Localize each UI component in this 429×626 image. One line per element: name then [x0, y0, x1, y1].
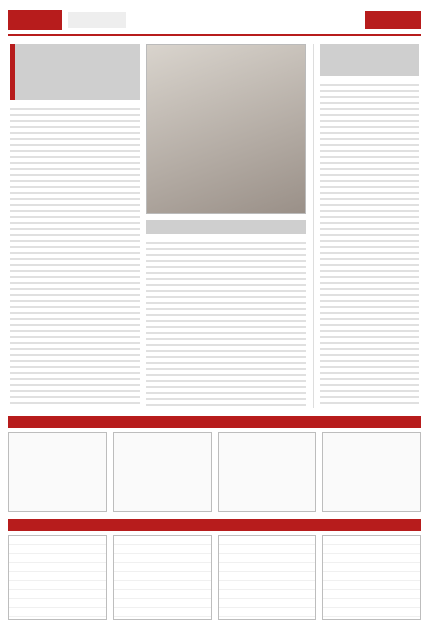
- data-table: [8, 535, 107, 620]
- chart-panel: [113, 432, 212, 512]
- chart-panel: [322, 432, 421, 512]
- tables-section-band: [8, 519, 421, 531]
- side-article: [313, 44, 419, 408]
- data-table: [322, 535, 421, 620]
- lead-article: [10, 44, 140, 408]
- data-table: [218, 535, 317, 620]
- lead-headline: [10, 44, 140, 100]
- chart-panel: [218, 432, 317, 512]
- charts-section-band: [8, 416, 421, 428]
- feature-caption: [146, 220, 306, 234]
- feature-body: [146, 242, 306, 408]
- charts-strip: [8, 432, 421, 512]
- lead-body: [10, 108, 140, 408]
- newspaper-brand: [365, 11, 421, 29]
- masthead-logo: [8, 10, 62, 30]
- side-headline: [320, 44, 419, 76]
- data-table: [113, 535, 212, 620]
- masthead: [8, 6, 421, 36]
- feature-article: [146, 44, 306, 408]
- chart-panel: [8, 432, 107, 512]
- section-label: [68, 12, 126, 28]
- side-body: [320, 84, 419, 406]
- feature-photo: [146, 44, 306, 214]
- tables-strip: [8, 535, 421, 620]
